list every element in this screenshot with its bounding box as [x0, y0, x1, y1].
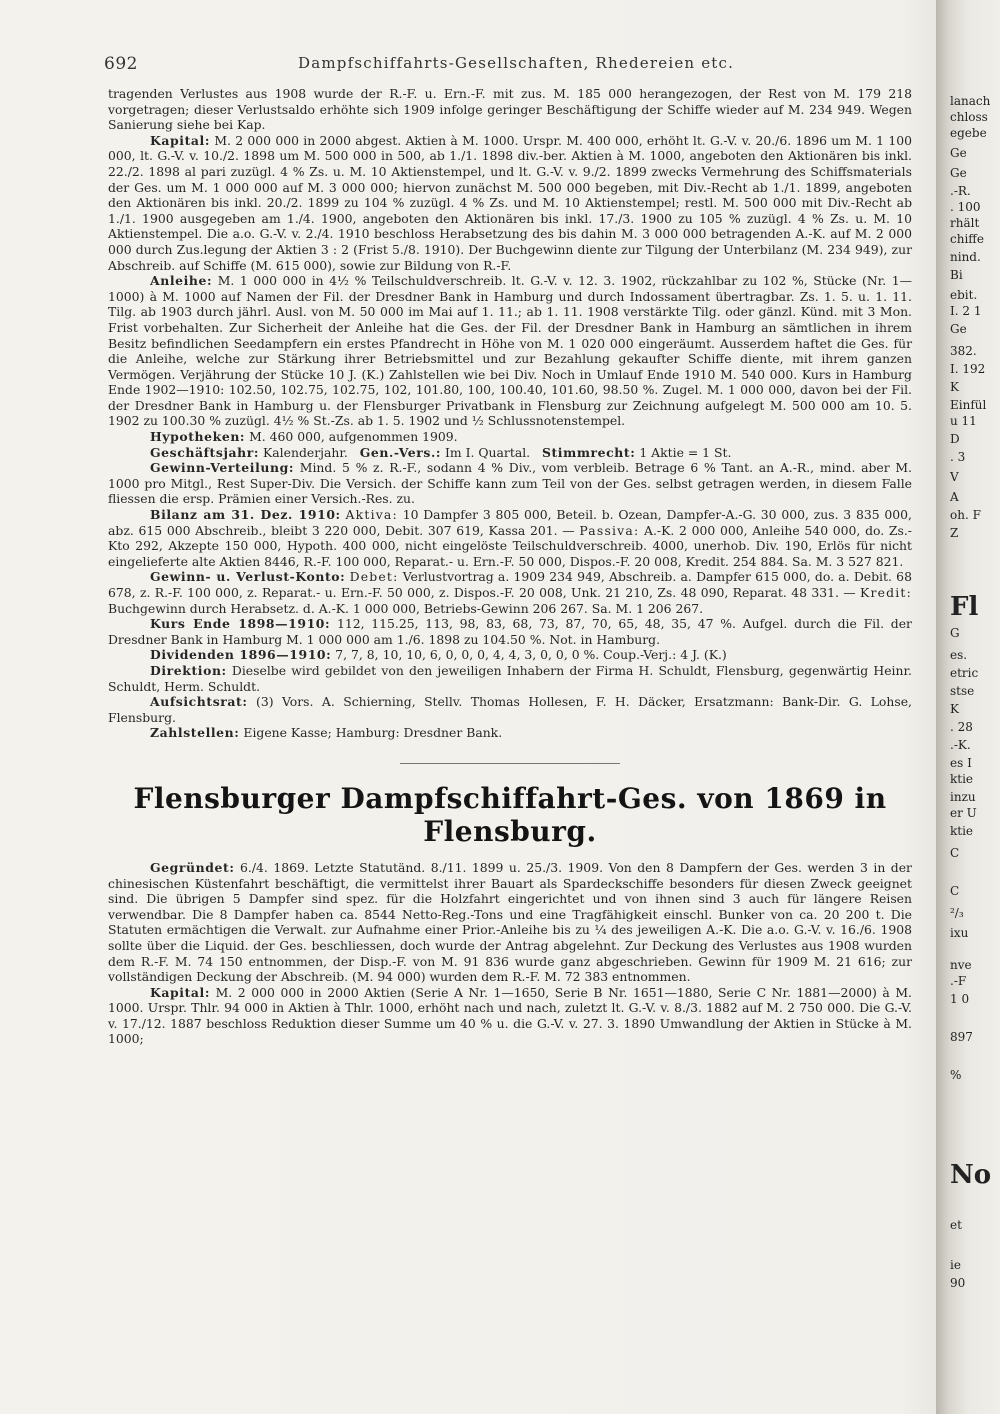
edge-fragment: nind.: [950, 250, 981, 264]
kapital-2-paragraph: [108, 985, 912, 1047]
edge-fragment: . 3: [950, 450, 966, 464]
gegruendet-paragraph: [108, 860, 912, 985]
edge-fragment: K: [950, 702, 959, 716]
edge-fragment: I. 2 1: [950, 304, 982, 318]
next-page-edge: [936, 0, 1000, 1414]
gewinnverteilung-text: Mind. 5 % z. R.-F., sodann 4 % Div., vom verbleib. Betrage 6 % Tant. an A.-R., mind. aber M. 1000 pro Mitgl., Rest Super-Div. Die Versich. der Schiffe kann zum Teil von der Ges. selbst getragen werden, in diesem Falle fliessen die ersp. Prämien einer Versich.-Res. zu.: [108, 460, 912, 507]
bilanz-paragraph: [108, 507, 912, 569]
edge-fragment: 1 0: [950, 992, 970, 1006]
edge-fragment: A: [950, 490, 959, 504]
edge-fragment: ²/₃: [950, 906, 964, 920]
genvers-text: Im I. Quartal.: [445, 444, 531, 460]
aufsichtsrat-text: (3) Vors. A. Schierning, Stellv. Thomas Hollesen, F. H. Däcker, Ersatzmann: Bank-Dir. G. Lohse, Flensburg.: [108, 694, 912, 725]
edge-fragment: 897: [950, 1030, 973, 1044]
text-column: [104, 52, 912, 1047]
anleihe-paragraph: [108, 273, 912, 429]
edge-fragment: . 28: [950, 720, 973, 734]
edge-fragment: 90: [950, 1276, 966, 1290]
hypotheken-label: Hypotheken:: [150, 429, 246, 445]
gegruendet-text: 6./4. 1869. Letzte Statutänd. 8./11. 1899 u. 25./3. 1909. Von den 8 Dampfern der Ges. werden 3 in der chinesischen Küstenfahrt beschäftigt, die vermittelst ihrer Bauart als Spardeckschiffe besonders für diesen Zweck geeignet sind. Die übrigen 5 Dampfer sind spez. für die Holzfahrt eingerichtet und von ihnen sind 3 auch für längere Reisen verwendbar. Die 8 Dampfer haben ca. 8544 Netto-Reg.-Tons und eine Tragfähigkeit einschl. Bunker von ca. 20 200 t. Die Statuten ermächtigen die Verwalt. zur Aufnahme einer Prior.-Anleihe bis zu ¼ des jeweiligen A.-K. Die a.o. G.-V. v. 16./6. 1908 sollte über die Liquid. der Ges. beschliessen, doch wurde der Antrag abgelehnt. Zur Deckung des Verlustes aus 1908 wurden dem R.-F. M. 74 150 entnommen, der Disp.-F. von M. 91 836 wurde ganz abgeschrieben. Gewinn für 1909 M. 21 616; zur vollständigen Deckung der Abschreib. (M. 94 000) wurden dem R.-F. M. 72 383 entnommen.: [108, 859, 912, 985]
edge-fragment: etric: [950, 666, 979, 680]
edge-fragment: D: [950, 432, 960, 446]
gewinnverteilung-paragraph: [108, 460, 912, 507]
bilanz-label: Bilanz am 31. Dez. 1910:: [150, 507, 341, 523]
edge-fragment: Einfül: [950, 398, 987, 412]
intro-paragraph: tragenden Verlustes aus 1908 wurde der R.-F. u. Ern.-F. mit zus. M. 185 000 herangezogen, der Rest von M. 179 218 vorgetragen; dieser Verlustsaldo erhöhte sich 1909 infolge geringer Beschäftigung der Schiffe wieder auf M. 234 949. Wegen Sanierung siehe bei Kap.: [108, 86, 912, 133]
direktion-label: Direktion:: [150, 662, 227, 678]
edge-fragment: Fl: [950, 592, 979, 622]
edge-fragment: rhält: [950, 216, 980, 230]
aufsichtsrat-label: Aufsichtsrat:: [150, 694, 248, 710]
edge-fragment: Ge: [950, 322, 967, 336]
dividenden-label: Dividenden 1896—1910:: [150, 647, 332, 663]
aufsichtsrat-paragraph: [108, 694, 912, 725]
passiva-text: A.-K. 2 000 000, Anleihe 540 000, do. Zs.-Kto 292, Akzepte 150 000, Hypoth. 400 000, nicht eingelöste Teilschuldverschreib. 4000, unerhob. Div. 190, Erlös für nicht eingelieferte alte Aktien 8446, R.-F. 100 000, Reparat.- u. Ern.-F. 50 000, Dispos.-F. 20 008, Kredit. 254 884. Sa. M. 3 527 821.: [108, 522, 912, 569]
geschaeftsjahr-label: Geschäftsjahr:: [150, 444, 260, 460]
edge-fragment: u 11: [950, 414, 977, 428]
edge-fragment: 382.: [950, 344, 977, 358]
kredit-label: Kredit:: [860, 585, 912, 600]
company-entry-1: [108, 86, 912, 741]
edge-fragment: egebe: [950, 126, 987, 140]
edge-fragment: C: [950, 884, 960, 898]
edge-fragment: stse: [950, 684, 975, 698]
kapital-paragraph: [108, 133, 912, 273]
edge-fragment: es.: [950, 648, 968, 662]
gewinnverteilung-label: Gewinn-Verteilung:: [150, 460, 295, 476]
edge-fragment: .-R.: [950, 184, 971, 198]
genvers-label: Gen.-Vers.:: [359, 444, 442, 460]
direktion-paragraph: [108, 663, 912, 694]
edge-fragment: V: [950, 470, 959, 484]
edge-fragment: .-F: [950, 974, 967, 988]
kapital-text: M. 2 000 000 in 2000 abgest. Aktien à M. 1000. Urspr. M. 400 000, erhöht lt. G.-V. v. 20./6. 1896 um M. 1 100 000, lt. G.-V. v. 10./2. 1898 um M. 500 000 in 500, ab 1./1. 1898 div.-ber. Aktien à M. 1000, angeboten den Aktionären bis inkl. 22./2. 1898 al pari zuzügl. 4 % Zs. u. M. 10 Aktienstempel, und lt. G.-V. v. 9./2. 1899 zwecks Vermehrung des Schiffsmaterials der Ges. um M. 1 000 000 auf M. 3 000 000; hiervon zunächst M. 500 000 begeben, mit Div.-Recht ab 1./1. 1899, angeboten den Aktionären bis inkl. 20./2. 1899 zu 104 % zuzügl. 4 % Zs. und M. 10 Aktienstempel; restl. M. 500 000 mit Div.-Recht ab 1./1. 1900 ausgegeben am 1./4. 1900, angeboten den Aktionären bis inkl. 17./3. 1900 zu 105 % zuzügl. 4 % Zs. u. M. 10 Aktienstempel. Die a.o. G.-V. v. 2./4. 1910 beschloss Herabsetzung des bis dahin M. 3 000 000 betragenden A.-K. auf M. 2 000 000 durch Zus.legung der Aktien 3 : 2 (Frist 5./8. 1910). Der Buchgewinn diente zur Tilgung der Unterbilanz (M. 234 949), zur Abschreib. auf Schiffe (M. 615 000), sowie zur Bildung von R.-F.: [108, 132, 912, 273]
kapital-label: Kapital:: [150, 132, 211, 148]
edge-fragment: Ge: [950, 166, 967, 180]
dividenden-paragraph: [108, 647, 912, 663]
direktion-text: Dieselbe wird gebildet von den jeweiligen Inhabern der Firma H. Schuldt, Flensburg, gegenwärtig Heinr. Schuldt, Herm. Schuldt.: [108, 662, 912, 694]
edge-fragment: C: [950, 846, 960, 860]
edge-fragment: Bi: [950, 268, 963, 282]
kapital-2-text: M. 2 000 000 in 2000 Aktien (Serie A Nr. 1—1650, Serie B Nr. 1651—1880, Serie C Nr. 1881—2000) à M. 1000. Urspr. Thlr. 94 000 in Aktien à Thlr. 1000, erhöht nach und nach, zuletzt lt. G.-V. v. 8./3. 1882 auf M. 2 750 000. Die G.-V. v. 17./12. 1887 beschloss Reduktion dieser Summe um 40 % u. die G.-V. v. 27. 3. 1890 Umwandlung der Aktien in Stücke à M. 1000;: [108, 984, 912, 1047]
stimmrecht-label: Stimmrecht:: [541, 444, 636, 460]
edge-fragment: No: [950, 1160, 992, 1190]
edge-fragment: es I: [950, 756, 972, 770]
anleihe-text: M. 1 000 000 in 4½ % Teilschuldverschreib. lt. G.-V. v. 12. 3. 1902, rückzahlbar zu 102 %, Stücke (Nr. 1—1000) à M. 1000 auf Namen der Fil. der Dresdner Bank in Hamburg und durch Indossament übertragbar. Zs. 1. 5. u. 1. 11. Tilg. ab 1903 durch jährl. Ausl. von M. 50 000 im Mai auf 1. 11.; ab 1. 11. 1908 verstärkte Tilg. oder gänzl. Künd. mit 3 Mon. Frist vorbehalten. Zur Sicherheit der Anleihe hat die Ges. der Fil. der Dresdner Bank in Hamburg an sämtlichen in ihrem Besitz befindlichen Seedampfern ein erstes Pfandrecht in Höhe von M. 1 020 000 eingeräumt. Ausserdem haftet die Ges. für die Anleihe, welche zur Stärkung ihrer Betriebsmittel und zur Bezahlung gekaufter Schiffe diente, mit ihrem ganzen Vermögen. Verjährung der Stücke 10 J. (K.) Zahlstellen wie bei Div. Noch in Umlauf Ende 1910 M. 540 000. Kurs in Hamburg Ende 1902—1910: 102.50, 102.75, 102.75, 102, 101.80, 100, 100.40, 101.60, 98.50 %. Zugel. M. 1 000 000, davon bei der Fil. der Dresdner Bank in Hamburg u. der Flensburger Privatbank in Flensburg zur Zeichnung aufgelegt M. 500 000 am 10. 5. 1902 zu 100.30 % zuzügl. 4½ % St.-Zs. ab 1. 5. 1902 und ½ Schlussnotenstempel.: [108, 273, 912, 429]
edge-fragment: oh. F: [950, 508, 981, 522]
zahlstellen-text: Eigene Kasse; Hamburg: Dresdner Bank.: [243, 725, 503, 741]
kurs-label: Kurs Ende 1898—1910:: [150, 616, 331, 632]
hypotheken-paragraph: [108, 429, 912, 445]
section-divider: [400, 763, 620, 764]
stimmrecht-text: 1 Aktie = 1 St.: [639, 444, 732, 460]
zahlstellen-paragraph: [108, 725, 912, 741]
edge-fragment: chiffe: [950, 232, 984, 246]
kurs-text: 112, 115.25, 113, 98, 83, 68, 73, 87, 70, 65, 48, 35, 47 %. Aufgel. durch die Fil. der Dresdner Bank in Hamburg M. 1 000 000 am 1./6. 1898 zu 104.50 %. Not. in Hamburg.: [108, 616, 912, 647]
edge-fragment: ixu: [950, 926, 969, 940]
company-entry-2: [108, 860, 912, 1047]
page-number: 692: [104, 54, 138, 74]
edge-fragment: chloss: [950, 110, 988, 124]
edge-fragment: .-K.: [950, 738, 971, 752]
edge-fragment: ie: [950, 1258, 961, 1272]
edge-fragment: ktie: [950, 824, 974, 838]
running-title: Dampfschiffahrts-Gesellschaften, Rhedereien etc.: [298, 54, 735, 72]
edge-fragment: . 100: [950, 200, 981, 214]
geschaeftsjahr-paragraph: [108, 445, 912, 461]
edge-fragment: inzu: [950, 790, 976, 804]
guv-paragraph: [108, 569, 912, 616]
edge-fragment: %: [950, 1068, 962, 1082]
edge-fragment: nve: [950, 958, 972, 972]
kredit-text: Buchgewinn durch Herabsetz. d. A.-K. 1 000 000, Betriebs-Gewinn 206 267. Sa. M. 1 206 267.: [108, 600, 704, 616]
anleihe-label: Anleihe:: [150, 273, 213, 289]
running-header: [104, 52, 912, 86]
aktiva-text: 10 Dampfer 3 805 000, Beteil. b. Ozean, Dampfer-A.-G. 30 000, zus. 3 835 000, abz. 615 000 Abschreib., bleibt 3 220 000, Debit. 307 619, Kassa 201. —: [108, 507, 912, 538]
company-heading: Flensburger Dampfschiffahrt-Ges. von 1869 in Flensburg.: [133, 781, 887, 848]
passiva-label: Passiva:: [579, 522, 640, 538]
gegruendet-label: Gegründet:: [150, 859, 235, 875]
edge-fragment: G: [950, 626, 960, 640]
edge-fragment: Ge: [950, 146, 967, 160]
kurs-paragraph: [108, 616, 912, 647]
debet-label: Debet:: [349, 569, 399, 585]
geschaeftsjahr-text: Kalenderjahr.: [263, 444, 348, 460]
kapital-2-label: Kapital:: [150, 984, 211, 1000]
hypotheken-text: M. 460 000, aufgenommen 1909.: [249, 429, 458, 445]
edge-fragment: K: [950, 380, 959, 394]
edge-fragment: I. 192: [950, 362, 986, 376]
guv-label: Gewinn- u. Verlust-Konto:: [150, 569, 346, 585]
edge-fragment: er U: [950, 806, 977, 820]
edge-fragment: Z: [950, 526, 959, 540]
edge-fragment: ebit.: [950, 288, 978, 302]
debet-text: Verlustvortrag a. 1909 234 949, Abschreib. a. Dampfer 615 000, do. a. Debit. 68 678, z. R.-F. 100 000, z. Reparat.- u. Ern.-F. 50 000, z. Dispos.-F. 20 008, Unk. 21 210, Zs. 48 090, Reparat. 48 331. —: [108, 569, 912, 600]
edge-fragment: et: [950, 1218, 962, 1232]
edge-fragment: lanach: [950, 94, 991, 108]
zahlstellen-label: Zahlstellen:: [150, 725, 240, 741]
aktiva-label: Aktiva:: [345, 507, 398, 523]
dividenden-text: 7, 7, 8, 10, 10, 6, 0, 0, 0, 4, 4, 3, 0, 0, 0 %. Coup.-Verj.: 4 J. (K.): [335, 647, 727, 663]
edge-fragment: ktie: [950, 772, 974, 786]
